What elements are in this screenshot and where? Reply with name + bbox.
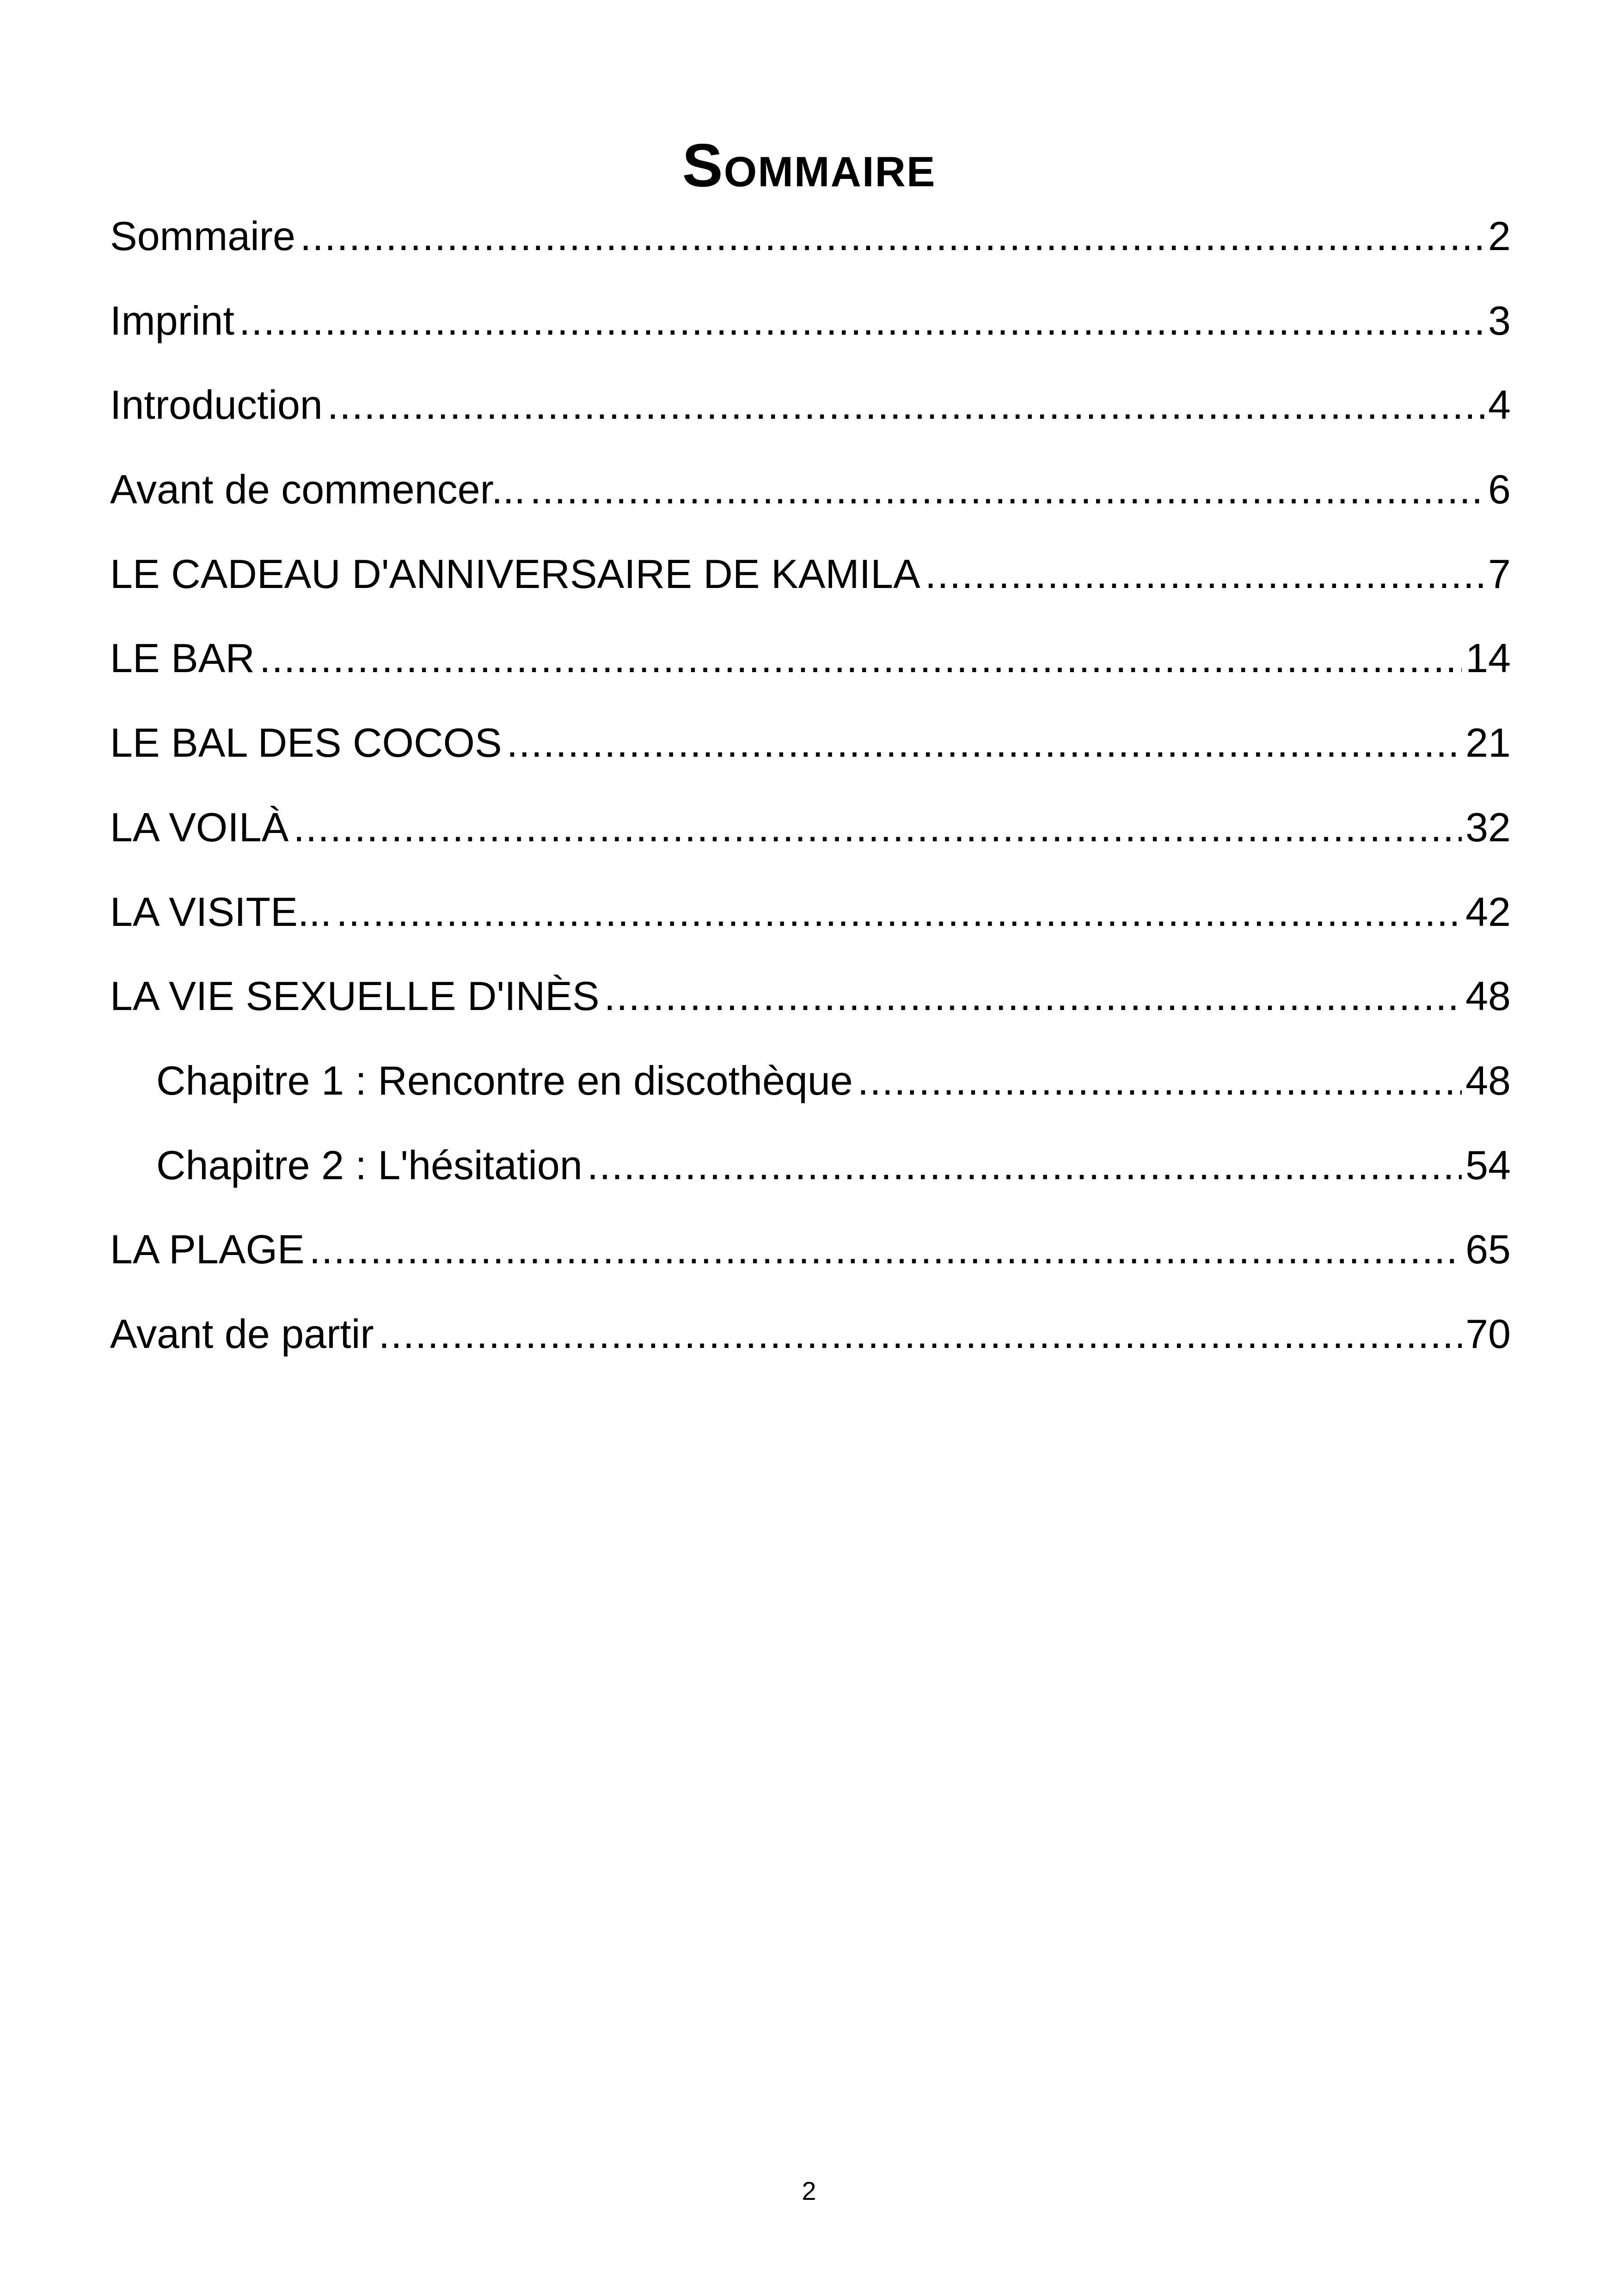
page-title: Sommaire <box>682 131 936 200</box>
toc-entry-page-number: 21 <box>1465 720 1511 766</box>
toc-dot-leader <box>336 870 1462 955</box>
page-number: 2 <box>802 2176 816 2205</box>
toc-dot-leader <box>507 701 1462 785</box>
toc-entry[interactable] <box>110 363 1511 447</box>
toc-dot-leader <box>239 279 1484 363</box>
toc-dot-leader <box>309 1207 1462 1292</box>
toc-entry-page-number: 54 <box>1465 1142 1511 1188</box>
toc-entry[interactable] <box>110 194 1511 279</box>
toc-entry-page-number: 48 <box>1465 973 1511 1019</box>
toc-entry[interactable] <box>110 279 1511 363</box>
toc-dot-leader <box>858 1039 1462 1123</box>
toc-entry-label: LA PLAGE <box>110 1226 305 1273</box>
toc-entry[interactable] <box>110 785 1511 870</box>
toc-entry[interactable] <box>110 1123 1511 1208</box>
toc-entry-label: Introduction <box>110 382 323 428</box>
toc-entry[interactable] <box>110 954 1511 1039</box>
toc-entry-label: LA VIE SEXUELLE D'INÈS <box>110 973 600 1019</box>
toc-entry-page-number: 32 <box>1465 804 1511 850</box>
toc-dot-leader <box>530 447 1484 532</box>
toc-entry-page-number: 70 <box>1465 1310 1511 1357</box>
toc-entry-label: LE BAL DES COCOS <box>110 720 502 766</box>
toc-entry-label: LA VOILÀ <box>110 804 289 850</box>
toc-entry-page-number: 3 <box>1488 297 1511 343</box>
toc-entry[interactable] <box>110 870 1511 955</box>
toc-entry-label: Sommaire <box>110 213 295 259</box>
toc-entry[interactable] <box>110 701 1511 785</box>
toc-entry-label: Avant de commencer... <box>110 466 526 513</box>
toc-entry-label: Chapitre 1 : Rencontre en discothèque <box>156 1057 853 1103</box>
toc-entry-page-number: 14 <box>1465 635 1511 681</box>
toc-entry-page-number: 42 <box>1465 888 1511 935</box>
toc-dot-leader <box>604 954 1462 1039</box>
toc-dot-leader <box>587 1123 1462 1208</box>
toc-entry[interactable] <box>110 1207 1511 1292</box>
toc-entry-label: LE BAR <box>110 635 255 681</box>
toc-dot-leader <box>259 616 1462 701</box>
toc-entry-page-number: 4 <box>1488 382 1511 428</box>
toc-entry[interactable] <box>110 1039 1511 1123</box>
toc-entry-page-number: 2 <box>1488 213 1511 259</box>
toc-dot-leader <box>300 194 1484 279</box>
toc-dot-leader <box>327 363 1484 447</box>
toc-entry-label: Imprint <box>110 297 234 343</box>
toc-entry[interactable] <box>110 532 1511 617</box>
toc-entry-page-number: 6 <box>1488 466 1511 513</box>
toc-dot-leader <box>379 1292 1462 1377</box>
toc-entry-label: Avant de partir <box>110 1310 374 1357</box>
table-of-contents <box>110 194 1511 1377</box>
toc-dot-leader <box>293 785 1462 870</box>
toc-entry[interactable] <box>110 1292 1511 1377</box>
toc-entry[interactable] <box>110 616 1511 701</box>
toc-entry-page-number: 65 <box>1465 1226 1511 1273</box>
toc-entry-page-number: 48 <box>1465 1057 1511 1103</box>
toc-dot-leader <box>925 532 1484 617</box>
toc-entry-label: LE CADEAU D'ANNIVERSAIRE DE KAMILA <box>110 551 920 597</box>
toc-entry[interactable] <box>110 447 1511 532</box>
toc-entry-label: Chapitre 2 : L'hésitation <box>156 1142 582 1188</box>
toc-entry-label: LA VISITE... <box>110 888 332 935</box>
toc-entry-page-number: 7 <box>1488 551 1511 597</box>
